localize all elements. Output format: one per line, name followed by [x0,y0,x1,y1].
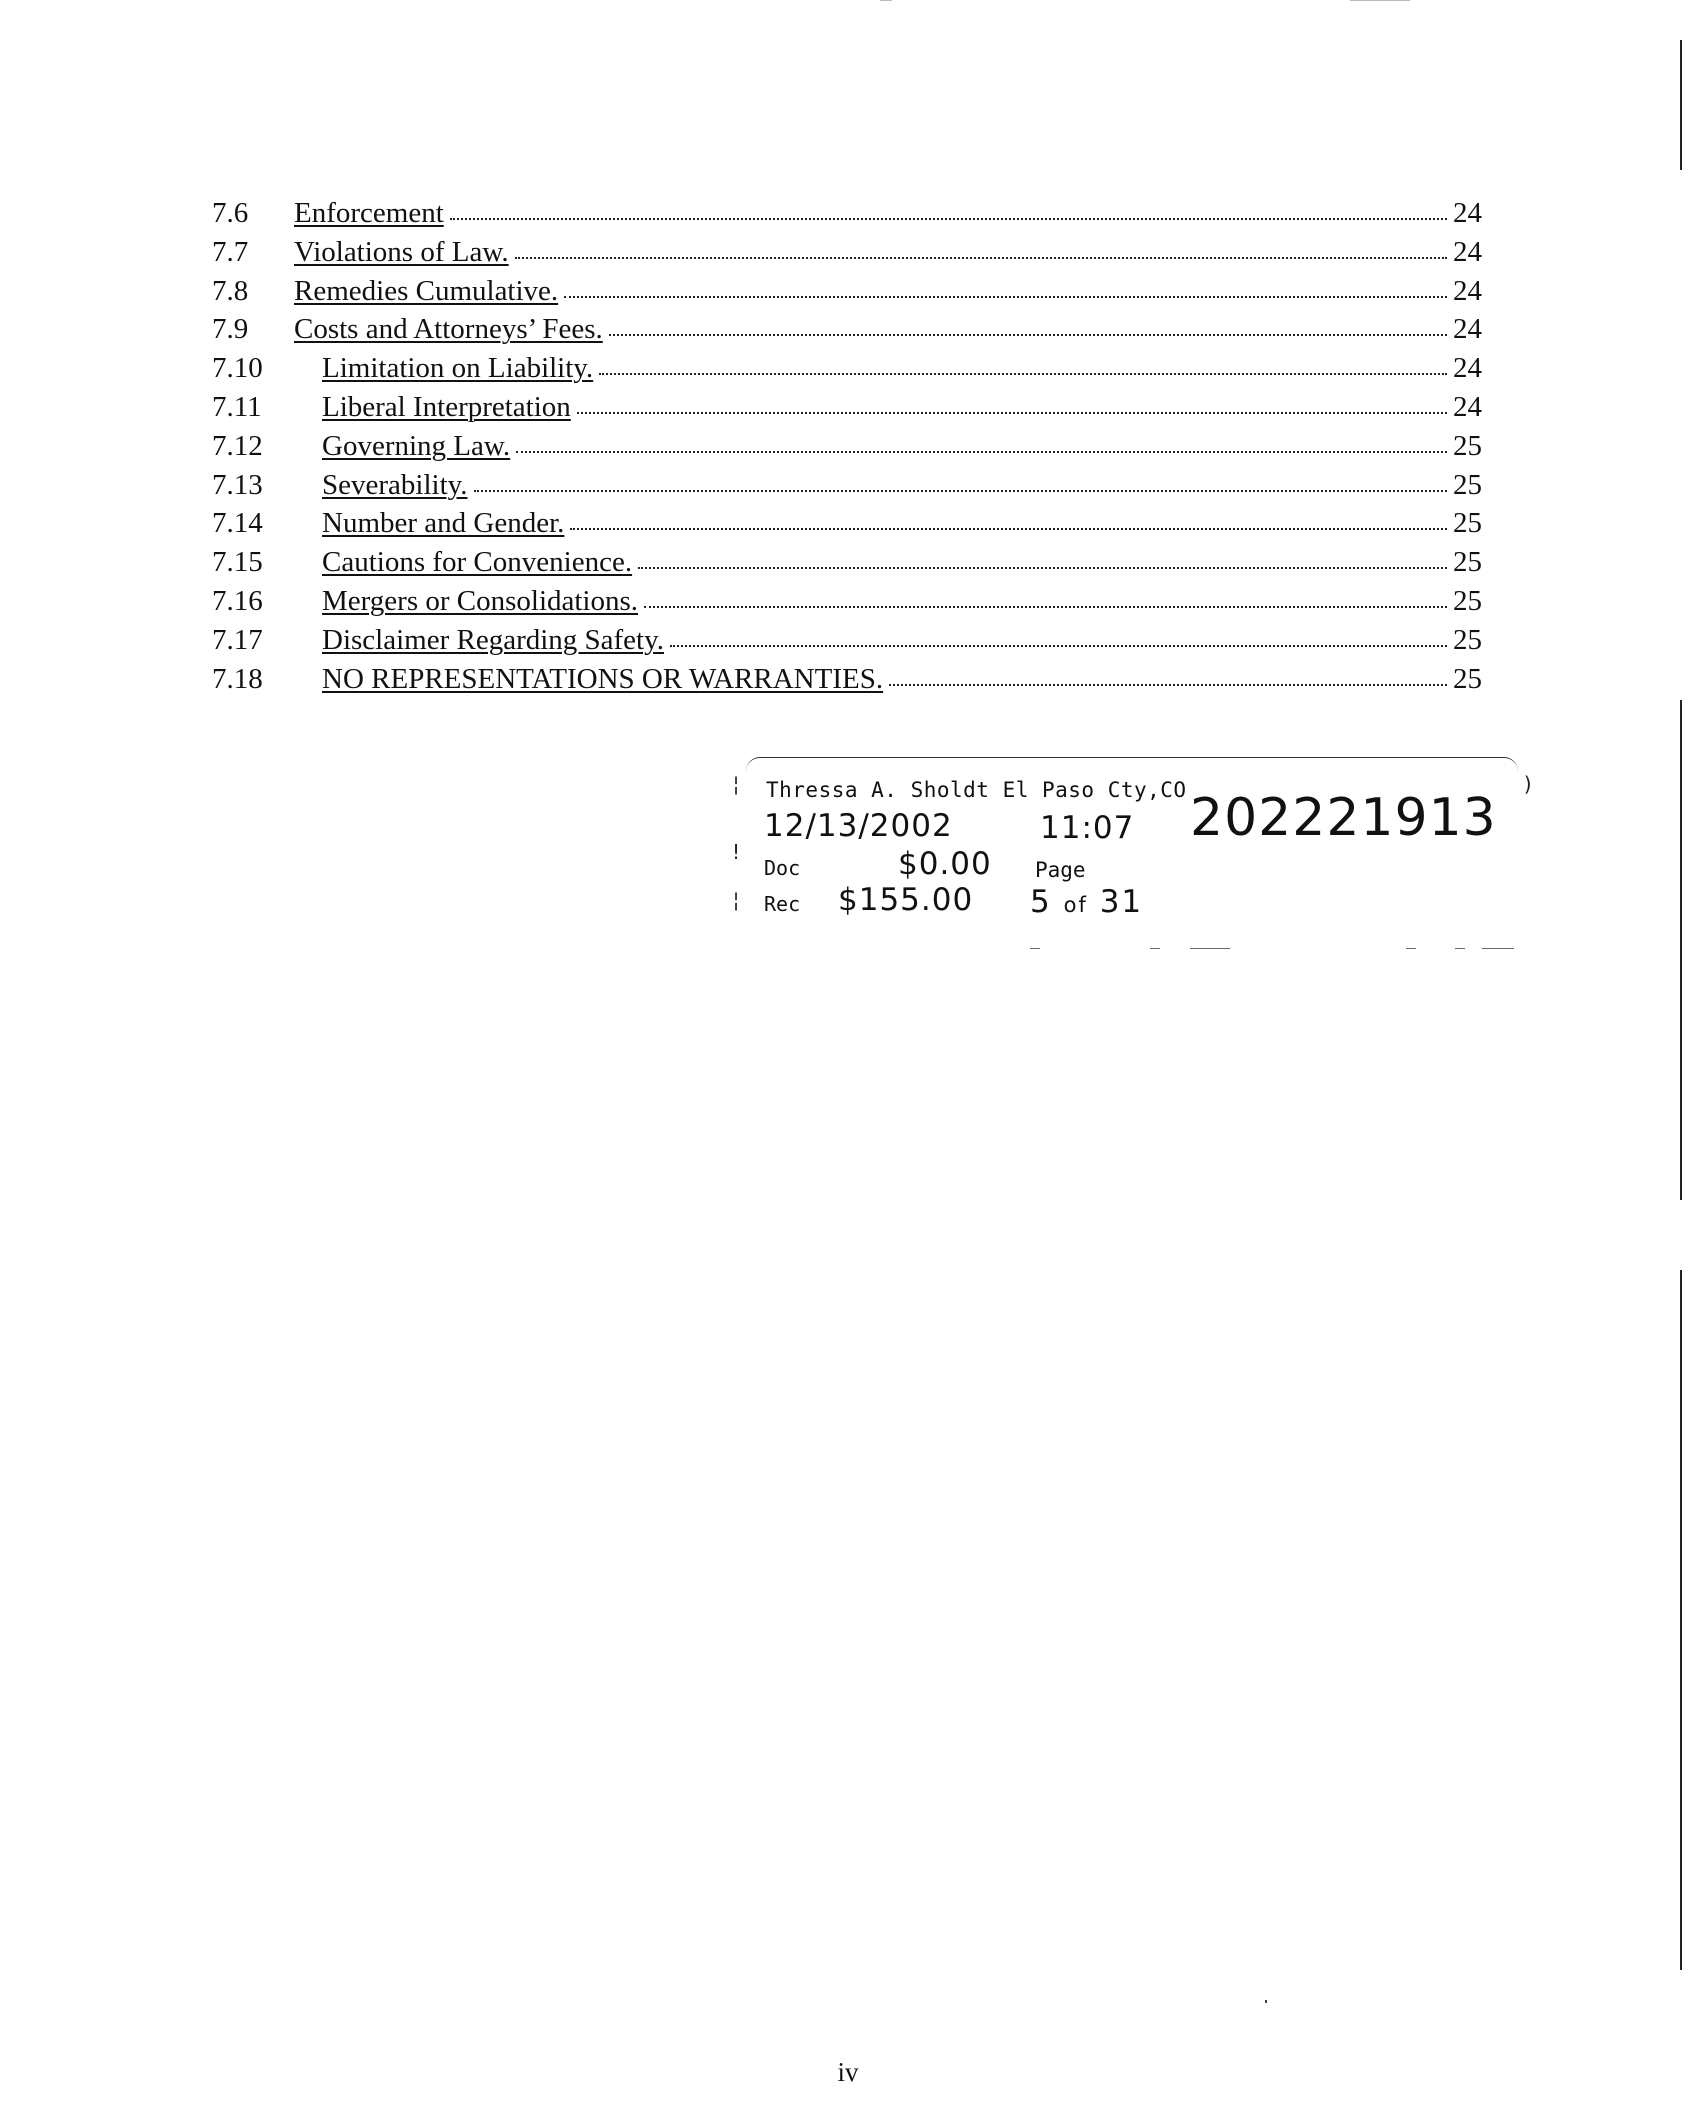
toc-entry-page: 25 [1453,546,1482,579]
toc-entry-number: 7.12 [212,429,263,462]
toc-entry [212,427,1482,466]
stamp-rec-label: Rec [764,892,801,916]
toc-entry-page: 24 [1453,313,1482,346]
toc-entry-number: 7.8 [212,274,249,307]
stamp-border-fragment [1406,948,1416,949]
toc-entry-title: Liberal Interpretation [322,390,571,423]
stamp-page-current: 5 [1030,884,1052,920]
stamp-page-total: 31 [1099,884,1144,920]
toc-entry [212,504,1482,543]
toc-dot-leader [638,565,1447,569]
toc-entry-title: Severability. [322,468,468,501]
toc-entry-title: Costs and Attorneys’ Fees. [294,313,603,346]
toc-entry-number: 7.15 [212,546,263,579]
stamp-border-fragment [1482,948,1514,949]
toc-entry-number: 7.10 [212,352,263,385]
toc-entry-title: Number and Gender. [322,507,565,540]
stamp-page-label: Page [1035,858,1086,882]
stamp-edge-mark: ¦ [730,888,743,912]
toc-entry-page: 25 [1453,468,1482,501]
toc-entry [212,310,1482,349]
toc-entry-number: 7.9 [212,313,249,346]
scan-speck [880,0,892,1]
stamp-border-fragment [1150,948,1160,949]
toc-entry-number: 7.17 [212,623,263,656]
toc-dot-leader [609,332,1447,336]
scan-speck [1265,2000,1267,2003]
toc-entry-page: 25 [1453,662,1482,695]
toc-entry [212,349,1482,388]
toc-entry-number: 7.13 [212,468,263,501]
scan-edge-line [1680,700,1682,1200]
stamp-border-fragment [1030,948,1040,949]
toc-entry [212,466,1482,505]
toc-entry [212,233,1482,272]
toc-dot-leader [515,255,1447,259]
stamp-edge-mark: ) [1522,772,1535,796]
toc-dot-leader [889,682,1447,686]
toc-entry-page: 25 [1453,623,1482,656]
toc-entry-title: NO REPRESENTATIONS OR WARRANTIES. [322,662,884,695]
toc-entry-page: 24 [1453,274,1482,307]
stamp-page-of: of [1063,893,1088,917]
toc-entry-title: Enforcement [294,197,444,229]
recording-stamp [730,750,1535,960]
stamp-recorder: Thressa A. Sholdt El Paso Cty,CO [766,778,1187,802]
toc-entry-title: Disclaimer Regarding Safety. [322,623,664,656]
toc-entry-number: 7.16 [212,584,263,617]
scan-edge-line [1680,1270,1682,1970]
stamp-edge-mark: ! [730,840,743,864]
stamp-time: 11:07 [1040,810,1135,846]
toc-entry-title: Governing Law. [322,429,511,462]
toc-dot-leader [474,488,1448,492]
toc-dot-leader [644,604,1447,608]
toc-entry [212,660,1482,699]
toc-entry-page: 24 [1453,352,1482,385]
toc-entry-number: 7.6 [212,197,249,229]
stamp-rec-fee: $155.00 [838,882,974,918]
toc-entry-title: Cautions for Convenience. [322,546,633,579]
toc-dot-leader [670,643,1447,647]
table-of-contents [212,194,1482,698]
toc-dot-leader [564,294,1447,298]
stamp-border-fragment [1455,948,1465,949]
toc-entry [212,621,1482,660]
toc-dot-leader [599,371,1447,375]
toc-entry [212,582,1482,621]
toc-entry-title: Violations of Law. [294,235,509,268]
toc-entry [212,388,1482,427]
toc-entry [212,543,1482,582]
stamp-edge-mark: ¦ [730,772,743,796]
toc-dot-leader [577,410,1447,414]
toc-entry-title: Limitation on Liability. [322,352,594,385]
stamp-border-fragment [1190,948,1230,949]
toc-entry-page: 25 [1453,507,1482,540]
stamp-page-count [1030,884,1143,920]
toc-entry-title: Remedies Cumulative. [294,274,559,307]
toc-entry-number: 7.14 [212,507,263,540]
toc-entry-page: 25 [1453,429,1482,462]
stamp-doc-label: Doc [764,856,801,880]
toc-dot-leader [516,449,1447,453]
toc-entry-number: 7.7 [212,235,249,268]
toc-entry-number: 7.18 [212,662,263,695]
toc-entry-page: 24 [1453,235,1482,268]
scan-speck [1350,0,1410,1]
toc-entry-page: 24 [1453,390,1482,423]
toc-entry [212,194,1482,233]
page-number: iv [837,2057,859,2087]
toc-dot-leader [570,526,1447,530]
stamp-doc-fee: $0.00 [898,846,992,882]
toc-entry-page: 25 [1453,584,1482,617]
toc-entry-page: 24 [1453,197,1482,229]
toc-dot-leader [450,216,1447,220]
toc-entry-title: Mergers or Consolidations. [322,584,639,617]
stamp-reception-number: 202221913 [1190,788,1497,848]
stamp-date: 12/13/2002 [764,808,953,844]
scan-edge-line [1680,40,1682,170]
toc-entry [212,272,1482,311]
toc-entry-number: 7.11 [212,390,262,423]
